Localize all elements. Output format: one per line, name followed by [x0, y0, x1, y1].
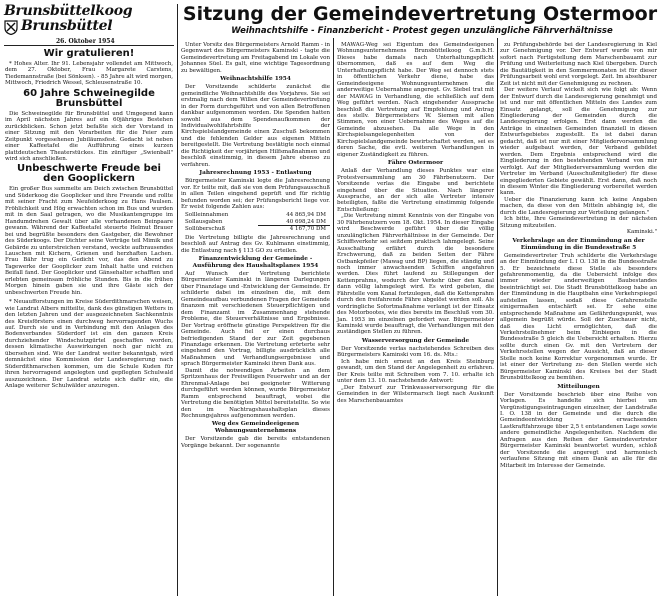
finance-value: 44 865,94 DM	[286, 212, 326, 219]
faehre-heading: Fähre Ostermoor	[387, 160, 444, 167]
table-row	[181, 219, 330, 226]
congratulations-heading: Wir gratulieren!	[43, 48, 135, 59]
wohnungsunternehmen-heading: Weg des Gemeindeeigenen Wohnungsunternehmens	[211, 421, 300, 435]
neuaufforstungen-text: * Neuaufforstungen im Kreise Süderdithmarschen weisen, wie Landrat Albers mitteilte, dank des günstigen Wetters in den letzten Jahren und der ausgezeichneten Sachkenntnis des Kreisförsters einen durchweg hervorragenden Wuchs auf. Durch sie und in Verbindung mit den Anlagen des Bodenverbandes Süderdorf ist ein den ganzen Kreis durchziehender Windschutzgürtel geschaffen worden, dessen klimatische Auswirkungen noch gar nicht zu übersehen sind. Wie der Landrat weiter bekanntgab, wird demnächst eine Kommission der Landesregierung nach Süderdithmarschen kommen, um die Schule Kuden für ihren hervorragend angelegten und gepflegten Schulwald auszuzeichnen. Der Landrat setzte sich dafür ein, die Anlage weiterer Schulwälder anzuregen.	[5, 299, 173, 390]
pruefung-text: zu Prüfungsbehörde bei der Landesregierung in Kiel zur Genehmigung vor. Der Entwurf wurde von mir sofort nach Fertigstellung dem Marschenbauamt zur Prüfung und Weiterleitung nach Kiel übergeben. Durch die Bautätigkeit in den Sommermonaten ist für dieser Prüfungsarbeit wohl erst vorgelegt. Zeit. Im absehbarer Zeit ist nicht mit der Genehmigung zu rechnen.	[500, 42, 657, 87]
table-row	[181, 226, 330, 233]
sub-headline: Weihnachtshilfe - Finanzbericht - Protest gegen unzulängliche Fährverhältnisse	[231, 26, 613, 36]
masthead	[4, 4, 154, 34]
finance-label: Sollausgaben	[185, 219, 223, 226]
faehre-text: Anlaß der Verhandlung dieses Punktes war eine Protestversammlung am 30 Fährbenutzern. Der Vorsitzende verlas die Eingabe und berichtete eingehend über die Situation. Nach längerer Aussprache, an der sich alle Vertreter intensiv beteiligten, faßte die Vertretung einstimmig folgende Entschließung:	[337, 168, 494, 213]
column-divider-2	[333, 38, 334, 596]
weihnachtshilfe-heading: Weihnachtshilfe 1954	[220, 76, 291, 83]
masthead-title-line2: Brunsbüttel	[21, 18, 113, 34]
wohnungsunternehmen-text: Der Vorsitzende gab die bereits entstandenen Vorgänge bekannt. Der sogenannte	[181, 436, 330, 449]
wasserversorgung-text: Der Vorsitzende verlas nachstehendes Schreiben des Bürgermeisters Kaminski vom 16. ds. Mts.:	[337, 345, 494, 359]
schweinegilde-text: Die Schweinegilde für Brunsbüttel und Umgegend kann im April nächsten Jahres auf ein 60jähriges Bestehen zurückblicken. Schon jetzt befaßte sich der Vorstand in einer Sitzung mit den Vorarbeiten für die Feier zum Zeitpunkt vorgesehenen Jubiläumsfest. Gedacht ist neben einer Kaffeetafel die Aufführung eines kurzen plattdeutschen Theaterstückes. Ein zünftiger „Swienball" wird sich anschließen.	[5, 110, 173, 162]
column-2	[181, 42, 330, 449]
weihnachtshilfe-text: Der Vorsitzende schilderte zunächst die gemeindliche Weihnachtshilfe des Vorjahres. Sie sei erstmalig nach dem Willen der Gemeindevertretung in der Form durchgeführt und von allen Betroffenen dankbar aufgenommen worden. Die Spenden hatten sowohl aus dem Spendenaufkommen der Individualwohlfahrtshilfe der Kirchspielslandgemeinde einen Zuschuß bekommen und die fehlenden Gelder aus eigenen Mitteln bereitgestellt. Die Vertretung bestätigte noch einmal die Richtigkeit der vorjährigen Hilfsmaßnahmen und beschloß einstimmig, in diesem Jahre ebenso zu verfahren.	[181, 84, 330, 168]
jahresrechnung-text: Bürgermeister Kaminski legte die Jahresrechnung vor. Er teilte mit, daß sie von dem Prüfungsausschuß in allen Teilen eingehend geprüft und für richtig befunden worden sei; der Prüfungsbericht liege vor. Er weist folgende Zahlen aus:	[181, 178, 330, 210]
mitteilungen-heading: Mitteilungen	[557, 383, 600, 390]
column-divider-3	[497, 38, 498, 596]
coat-of-arms-icon	[4, 20, 18, 35]
column-1	[5, 47, 173, 389]
finanzentwicklung-heading: Finanzentwicklung der Gemeinde - Ausführung des Haushaltsplanes 1954	[192, 256, 319, 269]
signature-kaminski: Kaminski."	[626, 229, 657, 236]
verkehrslage-text: Gemeindevertreter Truh schilderte die Verkehrslage an der Einmündung der L I O. 138 in die Bundesstraße 5. Er bezeichnete diese Stelle als besonders gefahrenmomentig, da die Uebersicht infolge des immer wieder anderweitigen Baubestandes beeinträchtigt sei. Die Stadt Brunsbüttelkoog habe an der Einmündung in die Hauptbahn eine Verkehrspiegel aufstellen lassen, sodaß diese Gefahrenstelle einigermaßen entschärft sei. Er sehe eine entsprechende Maßnahme am Gefährdungspunkt, was allgemein begrüßt würde. Soll der Zuschauer nicht, daß dies Licht ermöglichten, daß die Verkehrsteilnehmer beim Einbiegen in die Bundesstraße 5 gleich die Uebersicht erhalten. Hierzu sollte durch einen Gv. mit den Vertretern der Verkehrsstellen wegen der Aussicht, daß an dieser Stelle noch keine Korrektur vorgenommen wurde. Er ist einer der Vertretung zu- den Stellen werde sich Bürgermeister Kaminski des Kreises bei der Stadt Brunsbüttelkoog zu bemühen.	[500, 252, 657, 382]
spritzenhaus-text: Damit die notwendigen Arbeiten an dem Spritzenhaus der Freiwilligen Feuerwehr und an der Ehrenmal-Anlage bei geeigneter Witterung durchgeführt werden können, wurde Bürgermeister Ramm entsprechend beauftragt, wobei die Vertretung die benötigten Mittel bereitstellte. So wie den im Nachtragshaushaltsplan dieses Rechnungsjahres aufgenommen werden.	[181, 367, 330, 419]
issue-date: 26. Oktober 1954	[56, 38, 115, 45]
congratulations-text: * Hohes Alter. Ihr 91. Lebensjahr vollendet am Mittwoch, dem 27. Oktober, Frau Margarete Carstens, Tiedemannstraße (bei Sönksen). - 85 Jahre alt wird morgen, Mittwoch, Friedrich Wessel, Schleusenstraße 10.	[5, 61, 173, 87]
finanzierung-text: Ueber die Finanzierung kann ich keine Angaben machen, da diese von den Mitteln abhängig ist, die durch die Landesregierung zur Verteilung gelangen."	[500, 196, 657, 216]
wasserversorgung-heading: Wasserversorgung der Gemeinde	[361, 337, 470, 344]
finanzentwicklung-text: Auf Wunsch der Vertretung berichtete Bürgermeister Kaminski in längeren Darlegungen über Finanzlage und -Entwicklung der Gemeinde. Er schilderte dabei im einzelnen die, mit dem Gemeindeaufbau verbundenen Fragen der Gemeinde finanzen mit verschiedenen Steuerpflichtigen und dem Finanzamt im Zusammenhang stehende Probleme, die Steuerverhältnisse und Ergebnisse. Der Vortrag eröffnete günstige Perspektiven für die Gemeinde. Auch fiel er einen durchaus befriedigenden Stand der zur Zeit gegebenen Finanzlage erkennen. Die Vertretung erörterte sehr eingehend den Vortrag, billigte ausdrücklich alle Maßnahmen und Verhandlungsergebnisse und sprach Bürgermeister Kaminski ihren Dank aus.	[181, 271, 330, 368]
mitteilungen-text: Der Vorsitzende beschrieb über eine Reihe von Vorlagen. Es handelte sich hierbei um Vergünstigungseintragungen einzelner, der Landstraße I. O. 138 in der Gemeinde und die durch die Gemeindeentwicklung erwachsenden Lastkraftfahrzeuge über 2,5 t entstandenen Lage sowie andere gemeindliche Angelegenheiten. Nachdem die Anfragen aus den Reihen der Gemeindevertreter Bürgermeister Kaminski beantwortet wurden, schloß der Vorsitzende die angeregt und harmonisch verlaufene Sitzung mit einem Dank an alle für die Mitarbeit im Interesse der Gemeinde.	[500, 391, 657, 469]
gooplicker-text: Ein großer Bus sammelte am Deich zwischen Brunsbüttel und Süderkoog die Gooplicker und ihre Freunde und rollte mit seiner Fracht zum Neufelderkoog zu Hans Paulsen. Fröhlichkeit und Hög erwachten schon im Bus und wurden mit in den Saal getragen, wo die Musikantengruppe im Handumdrehen Gewalt über alle vorhandenen Beinpaare gewann. Während der Kaffeetafel steuerte Helmut Brauer bei und begrüßte besonders den Gastgeber, die Bewohner des Süderkoogs. Der Dichter seine Verträge teil Mimik und Gebärde zu unterstreichen verstand, weckte aufbrausendes Lauschen mit Kichern, Grienen und herzhaften Lachen. Frau Bähr trug ein Gedicht vor, das den Abend zu Tagewerke der Gooplicker zum Inhalt hatte und reichen Beifall fand. Der Gooplicker und Gänsehalter schafften und erlebten gemeinsam fröhliche Stunden. Bis in die frühen Morgen hinein gaben sie und ihre Gäste sich der unbeschwerten Freude hin.	[5, 186, 173, 296]
jahresrechnung-heading: Jahresrechnung 1953 - Entlastung	[199, 170, 312, 177]
main-headline: Sitzung der Gemeindevertretung Ostermoor	[182, 3, 658, 25]
column-4	[500, 42, 657, 469]
finance-label: Sollleinnahmen	[185, 212, 229, 219]
entlastung-text: Die Vertretung billigte die Jahresrechnung und beschloß auf Antrag des Gv. Kuhlmann einstimmig, die Entlastung nach § 113 GO zu erteilen.	[181, 234, 330, 254]
bitte-text: Ich bitte, Ihre Gemeindevertretung in der nächsten Sitzung mitzuteilen.	[500, 216, 657, 229]
verlauf-text: Der weitere Verlauf wickelt sich wie folgt ab: Wenn der Entwurf durch die Landesregierung genehmigt und ist und nur mit öffentlichen Mitteln des Landes zum Einsatz gelangt, soll die Genehmigung zur Eingliederung der Gemeinden durch die Landesregierung erfolgen. Erst dann werden die Anträge in einzelnen Gemeinden finanziell in diesen Entwurfsgebietes zugestellt. Es ist dabei daran gedacht, daß ist nur mit einer Mitgliedervorsammlung wieder aufgebaut werden, der Verband gebildet werden. Dem Ergebnis entsprechend wird die Eingliederung in den bestehenden Verband von mir verfolgt. Auf der Mitgliederversammlung werden die Vertreter im Verband (Ausschußmitglieder) für diese eingegliederten Gebiete gewählt. Erst dann, daß noch in diesem Winter die Eingliederung vorbereitet werden kann.	[500, 87, 657, 197]
finance-table	[181, 212, 330, 232]
column-divider-1	[177, 4, 178, 596]
verkehrslage-heading: Verkehrslage an der Einmündung an der Einmündung in die Bundesstraße 5	[512, 237, 645, 251]
finance-value: 40 698,24 DM	[286, 218, 326, 225]
schweinegilde-heading: 60 Jahre Schweinegilde Brunsbüttel	[23, 87, 155, 109]
kreis-steinburg-text: Ich habe mich erneut an den Kreis Steinburg gewandt, um den Stand der Angelegenheit zu erfahren. Der Kreis teilte mit Schreiben vom 7. 10. erhalte ich unter dem 13. 10. nachstehende Antwort:	[337, 358, 494, 385]
mawag-text: MAWAG-Weg sei Eigentum des Gemeindeeigenen Wohnungsunternehmens Brunsbüttelkoog G.m.b.H. Dieses habe damals nach Unterhaltungspflicht übernommen, daß es auf dem Weg die Unterhaltungspflicht habe. Der Weg sei dennoch stets in öffentlichen Verkehr diene, habe das Gemeindeeigene Wohnungsunternehmen die anderweitige Uebernahme angeregt. Gv. Siebel trat mit der MAWAG in Verhandlung, die schließlich auf dem Weg geführt werden. Nach eingehender Aussprache beschloß die Vertretung auf Empfehlung und Antrag des stellv. Bürgermeisters W. Siemen mit allen Stimmen, von einer Uebernahme des Weges auf die Gemeinde abzusehen. Da alle Wege in den Kirchspielsangelegenheiten von der Kirchspielslandgemeinde bewirtschaftet werden, sei es deren Sache, die evtl. weiteren Verhandlungen in eigener Zuständigkeit zu führen.	[337, 42, 494, 158]
column-3	[337, 42, 494, 404]
entwurf-text: „Der Entwurf zur Trinkwasserversorgung für die Gemeinden in der Wilstermarsch liegt nach Auskunft des Marschenbauamtes	[337, 384, 494, 404]
gooplicker-heading: Unbeschwerte Freude bei den Gooplickern	[17, 163, 161, 185]
finance-value: 4 167,70 DM	[258, 226, 330, 233]
intro-text: Unter Vorsitz des Bürgermeisters Arnold Ramm - in Gegenwart des Bürgermeisters Kaminski - tagte die Gemeindevertretung am Freitagabend im Lokale von Johannes Süel. Es galt, eine wichtige Tagesordnung zu bewältigen.	[181, 42, 330, 74]
faehre-resolution: „Die Vertretung nimmt Kenntnis von der Eingabe von 30 Fährbenutzern vom 18. Okt. 1954. In dieser Eingabe wird Beschwerde geführt über die völlig unzulänglichen Fährverhältnisse in der Gemeinde. Der Schiffsverkehr sei seitdem praktisch lahmgelegt. Seine Ausschaltung erfährt durch die besondere Erschwerung, daß zu beiden Seiten der Fähre Ostbankpfeiler (Mawag und BP) liegen, die ständig und noch immer anwachsenden Schiffen angefahren werden. Dies führt laufend zu Stillegungen der Kettenprahms, wodurch der Verkehr über den Kanal dann völlig lahmgelegt wird. Es wird gebeten, die Fährstelle vom Kanal fortzulegen, daß die Kettenprahm durch den freifahrende Fähre abgelöst werden soll. Als vordringliche Sofortmaßnahme verlangt ist der Einsatz des Motorbootes, wie dies bereits im Beschluß vom 30. Jan. 1953 im einzelnen gefordert war. Bürgermeister Kaminski wurde beauftragt, die Verhandlungen mit den zuständigen Stellen zu führen.	[337, 213, 494, 336]
top-rule	[4, 45, 174, 46]
finance-label: Sollüberschuß	[185, 225, 226, 232]
masthead-title-line1: Brunsbüttelkoog	[4, 3, 133, 19]
